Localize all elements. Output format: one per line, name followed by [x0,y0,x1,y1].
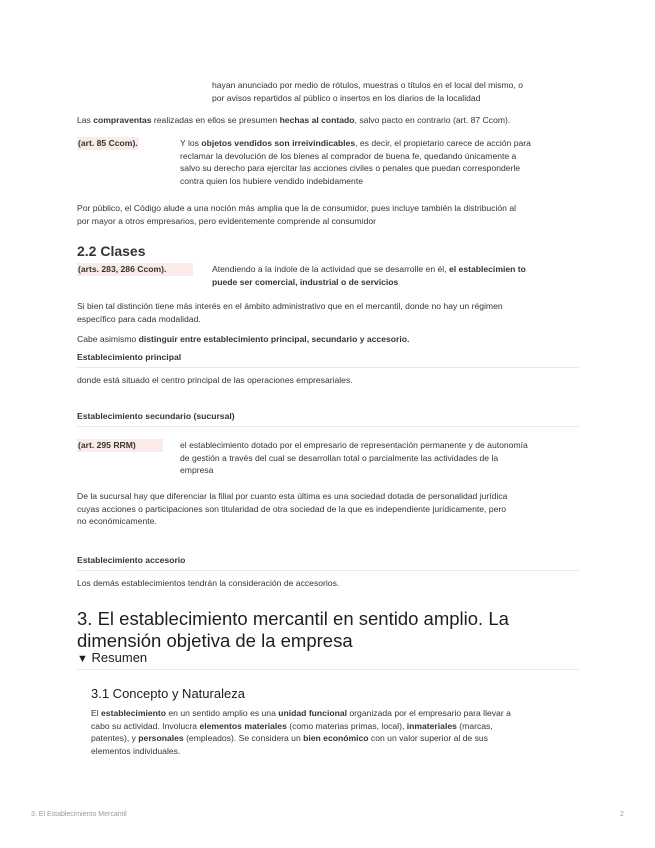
toggle-label: Resumen [91,650,148,665]
subsection-heading-concepto: 3.1 Concepto y Naturaleza [91,686,245,701]
citation-tag-art85: (art. 85 Ccom). [78,138,138,148]
divider [77,669,579,670]
footer-title: 3. El Establecimiento Mercantil [31,811,127,818]
citation-tag-art283: (arts. 283, 286 Ccom). [77,263,193,276]
subheading-principal: Establecimiento principal [77,352,182,362]
divider [77,367,579,368]
section-heading-clases: 2.2 Clases [77,243,146,259]
section-heading-3: 3. El establecimiento mercantil en sentido amplio. La dimensión objetiva de la empresa [77,608,509,651]
divider [77,426,579,427]
compraventas-paragraph: Las compraventas realizadas en ellos se presumen hechas al contado, salvo pacto en contrario (art. 87 Ccom). [77,115,511,125]
page-number: 2 [620,811,624,818]
triangle-down-icon: ▼ [77,653,88,665]
toggle-resumen[interactable] [77,650,147,667]
sucursal-paragraph: De la sucursal hay que diferenciar la filial por cuanto esta última es una sociedad dotada de personalidad jurídica cuyas acciones o participaciones son titularidad de otra sociedad de la que es independiente jurídicamente, pero no económicamente. [77,491,508,527]
sibien-paragraph: Si bien tal distinción tiene más interés en el ámbito administrativo que en el mercantil, donde no hay un régimen específico para cada modalidad. [77,301,503,324]
subheading-accesorio: Establecimiento accesorio [77,555,186,565]
intro-line-1: hayan anunciado por medio de rótulos, muestras o títulos en el local del mismo, o [212,80,523,90]
principal-text: donde está situado el centro principal de las operaciones empresariales. [77,375,353,385]
accesorio-text: Los demás establecimientos tendrán la consideración de accesorios. [77,578,340,588]
divider [77,570,579,571]
secundario-paragraph: el establecimiento dotado por el empresario de representación permanente y de autonomía de gestión a través del cual se desarrollan total o parcialmente las actividades de la empresa [180,440,528,476]
citation-tag-art295: (art. 295 RRM) [77,439,163,452]
concepto-paragraph: El establecimiento en un sentido amplio es una unidad funcional organizada por el empresario para llevar a cabo su actividad. Involucra elementos materiales (como materias primas, local), inmateriales (marcas, patentes), y personales (empleados). Se considera un bien económico con un valor superior al de sus elementos individuales. [91,708,511,756]
subheading-secundario: Establecimiento secundario (sucursal) [77,411,235,421]
art85-paragraph: Y los objetos vendidos son irreivindicables, es decir, el propietario carece de acción para reclamar la devolución de los bienes al comprador de buena fe, quedando únicamente a salvo su derecho para ejercitar las acciones civiles o penales que puedan corresponderle contra quien los hubiere vendido indebidamente [180,138,531,186]
cabe-paragraph: Cabe asimismo distinguir entre establecimiento principal, secundario y accesorio. [77,334,410,344]
intro-paragraph [212,79,523,104]
publico-paragraph: Por público, el Código alude a una noción más amplia que la de consumidor, pues incluye también la distribución al por mayor a otros empresarios, pero evidentemente comprende al consumidor [77,203,517,226]
art283-paragraph: Atendiendo a la índole de la actividad que se desarrolle en él, el establecimien to puede ser comercial, industrial o de servicios [212,264,526,287]
intro-line-2: por avisos repartidos al público o insertos en los diarios de la localidad [212,92,481,103]
